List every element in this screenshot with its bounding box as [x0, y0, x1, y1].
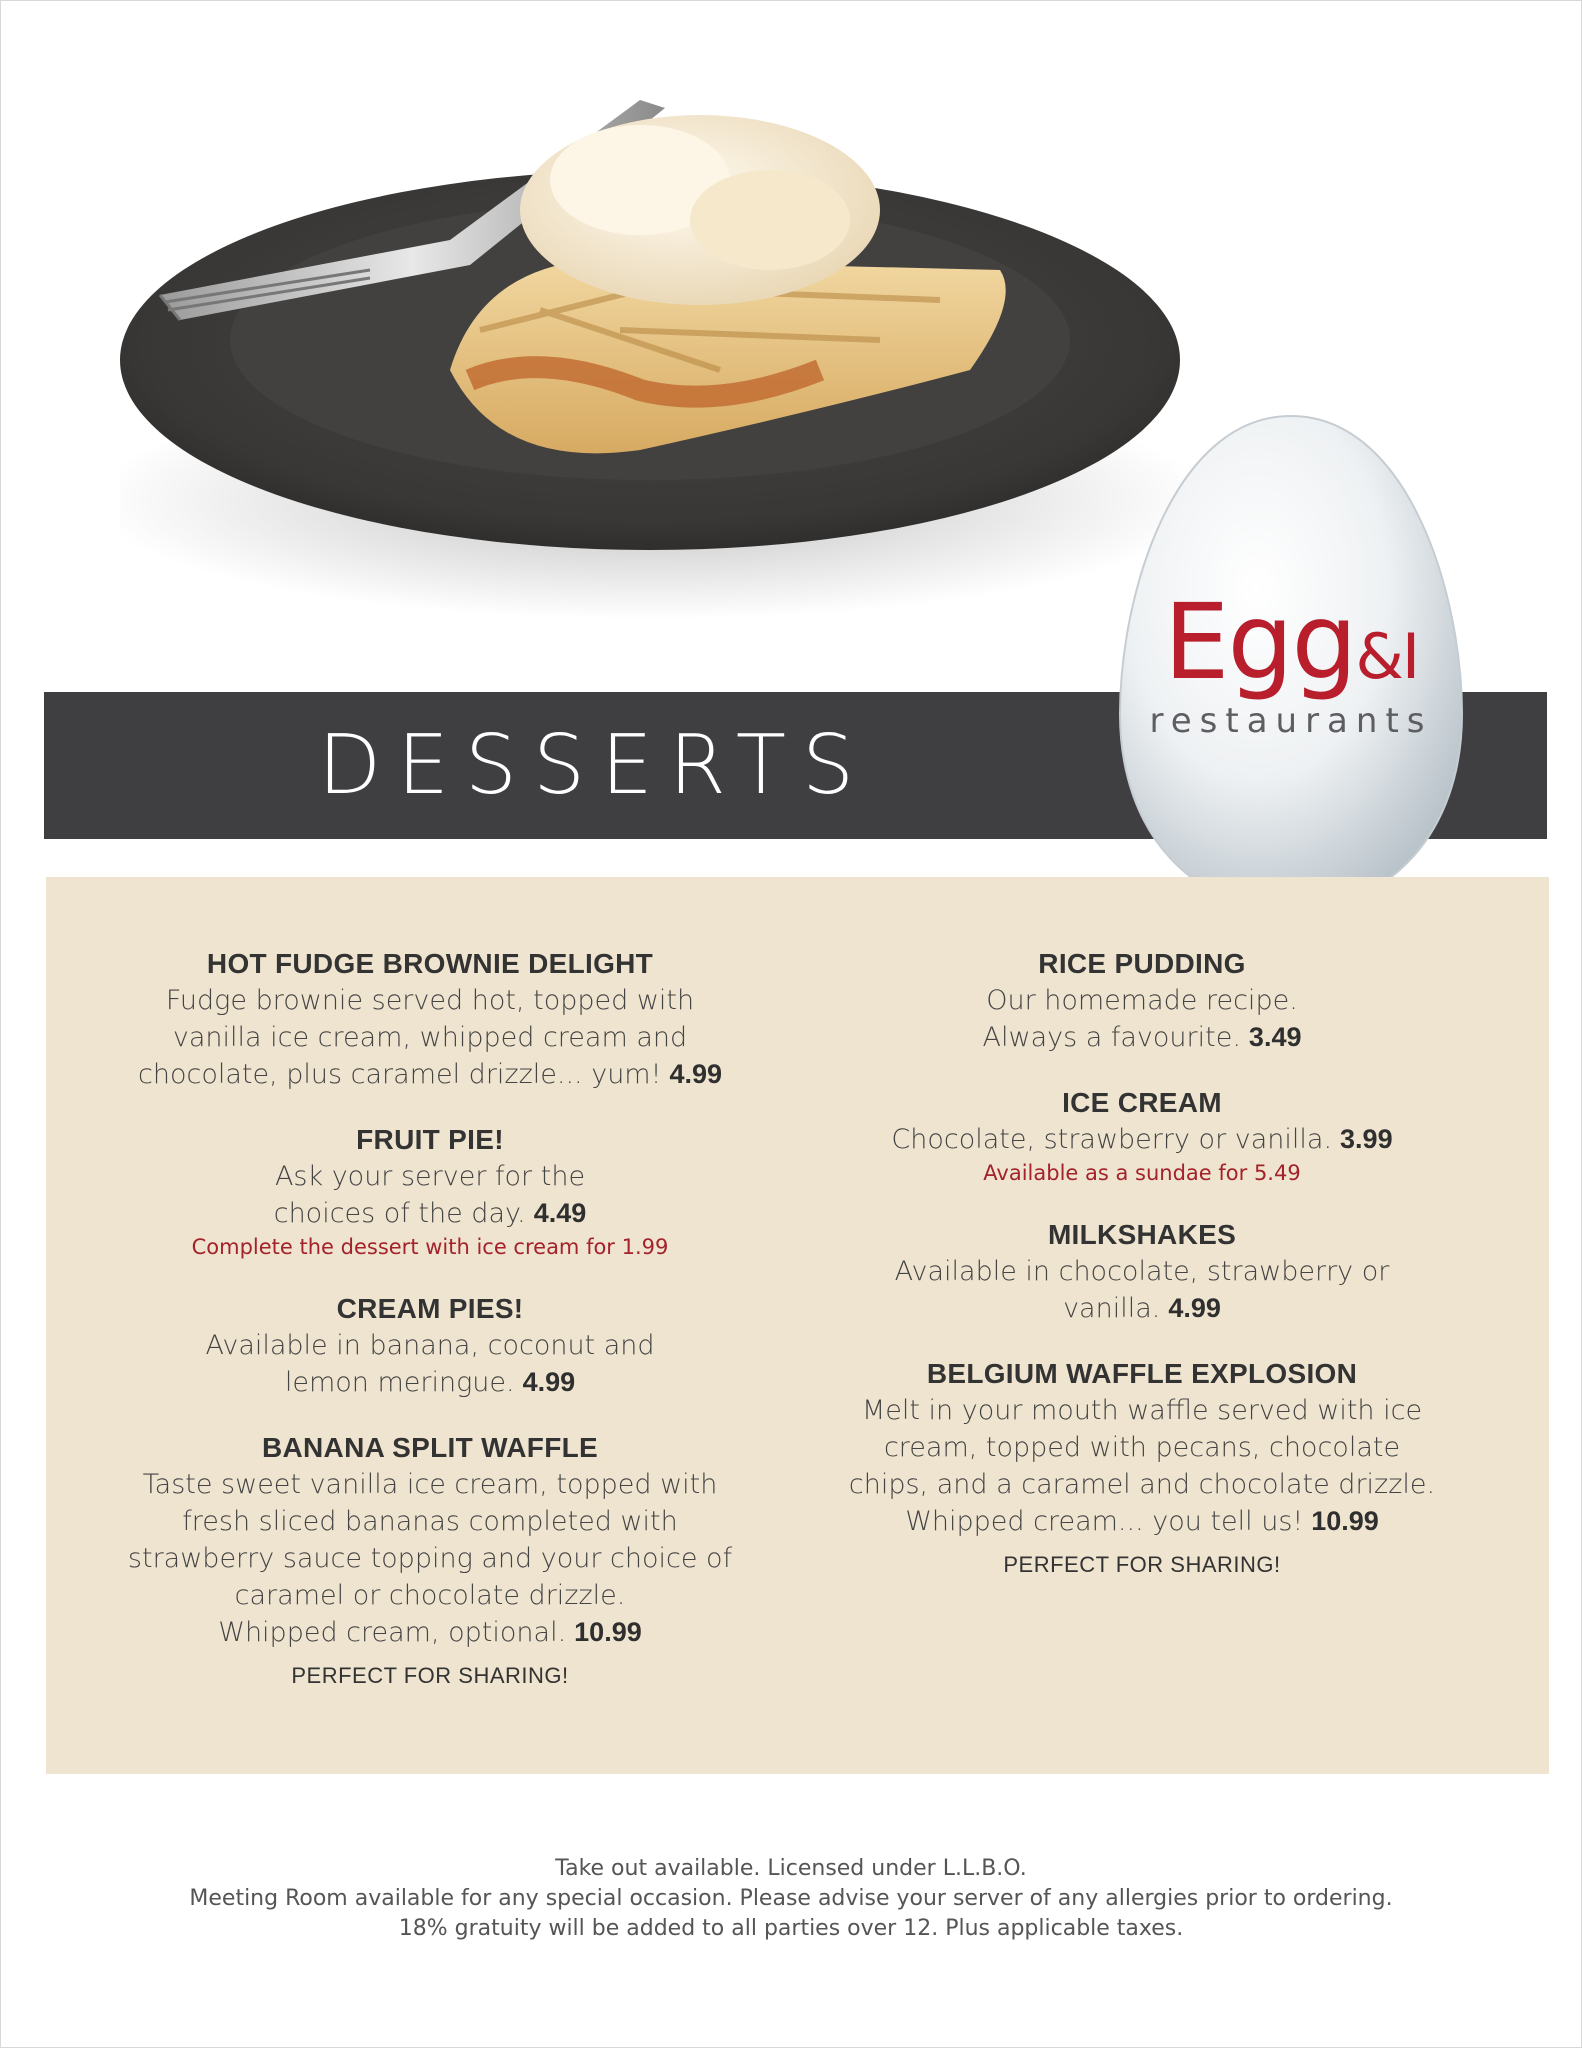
item-price: 3.99 — [1340, 1124, 1393, 1154]
item-desc-line: Fudge brownie served hot, topped with — [165, 985, 695, 1016]
item-price: 10.99 — [574, 1617, 642, 1647]
item-name: HOT FUDGE BROWNIE DELIGHT — [206, 948, 654, 979]
menu-item-banana-split-waffle — [110, 1429, 750, 1691]
menu-item-milkshakes — [822, 1216, 1462, 1327]
footer-line: 18% gratuity will be added to all parties over 12. Plus applicable taxes. — [398, 1916, 1184, 1941]
item-desc-text: chocolate, plus caramel drizzle... yum! — [138, 1059, 662, 1090]
item-name: BANANA SPLIT WAFFLE — [262, 1432, 598, 1463]
item-note: Complete the dessert with ice cream for 1.99 — [191, 1235, 669, 1259]
item-desc-line: fresh sliced bananas completed with — [182, 1506, 678, 1537]
item-desc-line — [822, 1503, 1462, 1540]
item-name: MILKSHAKES — [1047, 1219, 1237, 1250]
item-desc-line: strawberry sauce topping and your choice of — [127, 1543, 733, 1574]
item-desc-line: chips, and a caramel and chocolate drizzle. — [848, 1469, 1436, 1500]
item-desc-line: vanilla ice cream, whipped cream and — [172, 1022, 688, 1053]
logo-wordmark — [1118, 581, 1464, 703]
item-name: ICE CREAM — [1062, 1087, 1222, 1118]
item-desc-text: choices of the day. — [273, 1198, 526, 1229]
item-desc-text: Whipped cream, optional. — [218, 1617, 567, 1648]
menu-column-left — [110, 945, 750, 1719]
item-desc-line: Taste sweet vanilla ice cream, topped with — [142, 1469, 718, 1500]
menu-item-hot-fudge-brownie — [110, 945, 750, 1093]
item-desc-line: Melt in your mouth waffle served with ice — [861, 1395, 1423, 1426]
menu-item-belgium-waffle-explosion — [822, 1355, 1462, 1580]
item-desc-line: Ask your server for the — [274, 1161, 586, 1192]
item-price: 4.99 — [1168, 1293, 1221, 1323]
item-price: 4.49 — [533, 1198, 587, 1228]
logo-name: Egg — [1163, 581, 1356, 703]
page-title: DESSERTS — [317, 718, 870, 813]
logo-amp: &I — [1355, 620, 1419, 693]
menu-item-fruit-pie — [110, 1121, 750, 1262]
item-desc-text: vanilla. — [1063, 1293, 1161, 1324]
menu-panel — [46, 877, 1549, 1774]
logo-subtitle: restaurants — [1149, 701, 1433, 741]
item-price: 4.99 — [522, 1367, 576, 1397]
item-desc-line — [110, 1195, 750, 1232]
item-desc-line — [822, 1290, 1462, 1327]
footer-line: Meeting Room available for any special occasion. Please advise your server of any allergies prior to ordering. — [189, 1886, 1393, 1911]
item-name: RICE PUDDING — [1038, 948, 1246, 979]
menu-item-cream-pies — [110, 1290, 750, 1401]
item-desc-line — [110, 1056, 750, 1093]
footer — [0, 1854, 1582, 1944]
item-tag: PERFECT FOR SHARING! — [291, 1663, 569, 1688]
item-desc-text: Whipped cream... you tell us! — [905, 1506, 1304, 1537]
item-desc-text: Chocolate, strawberry or vanilla. — [891, 1124, 1333, 1155]
footer-line: Take out available. Licensed under L.L.B.O. — [555, 1856, 1027, 1881]
item-price: 4.99 — [669, 1059, 722, 1089]
item-desc-text: lemon meringue. — [284, 1367, 515, 1398]
item-desc-line — [822, 1019, 1462, 1056]
menu-item-ice-cream — [822, 1084, 1462, 1188]
item-name: CREAM PIES! — [336, 1293, 524, 1324]
item-desc-line: Our homemade recipe. — [986, 985, 1298, 1016]
item-price: 10.99 — [1311, 1506, 1379, 1536]
item-desc-line: Available in banana, coconut and — [205, 1330, 655, 1361]
item-desc-line: Available in chocolate, strawberry or — [894, 1256, 1390, 1287]
item-desc-line: caramel or chocolate drizzle. — [234, 1580, 626, 1611]
pie-with-ice-cream-photo — [120, 70, 1220, 670]
item-note: Available as a sundae for 5.49 — [983, 1161, 1301, 1185]
item-desc-text: Always a favourite. — [982, 1022, 1241, 1053]
item-name: BELGIUM WAFFLE EXPLOSION — [926, 1358, 1358, 1389]
menu-item-rice-pudding — [822, 945, 1462, 1056]
item-tag: PERFECT FOR SHARING! — [1003, 1552, 1281, 1577]
item-price: 3.49 — [1248, 1022, 1302, 1052]
item-desc-line — [822, 1121, 1462, 1158]
menu-column-right — [822, 945, 1462, 1608]
item-desc-line — [110, 1364, 750, 1401]
item-desc-line — [110, 1614, 750, 1651]
item-name: FRUIT PIE! — [356, 1124, 504, 1155]
item-desc-line: cream, topped with pecans, chocolate — [883, 1432, 1401, 1463]
